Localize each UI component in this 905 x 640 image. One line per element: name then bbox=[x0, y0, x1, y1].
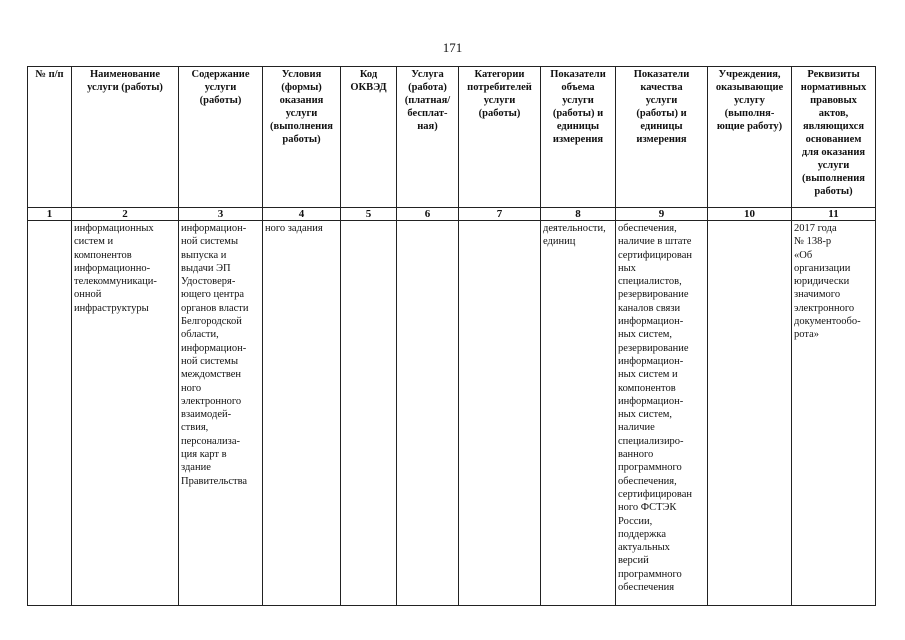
column-number: 1 bbox=[28, 208, 72, 221]
column-number: 3 bbox=[179, 208, 263, 221]
cell-conditions: ного задания bbox=[263, 221, 341, 606]
cell-volume-indicators: деятельности, единиц bbox=[541, 221, 616, 606]
cell-institutions bbox=[708, 221, 792, 606]
cell-okved-code bbox=[341, 221, 397, 606]
column-number: 9 bbox=[616, 208, 708, 221]
cell-quality-indicators: обеспечения, наличие в штате сертифицирован ных специалистов, резервирование каналов связи информацион- ных систем, резервирование информацион- ных систем и компонентов информацион- ных систем, наличие специализиро- ванного программного обеспечения, сертифицирован ного ФСТЭК России, поддержка актуальных версий программного обеспечения bbox=[616, 221, 708, 606]
header-volume-indicators: Показатели объема услуги (работы) и единицы измерения bbox=[541, 67, 616, 208]
cell-legal-acts: 2017 года № 138-р «Об организации юридически значимого электронного документообо- рота» bbox=[792, 221, 876, 606]
column-number: 6 bbox=[397, 208, 459, 221]
header-service-content: Содержание услуги (работы) bbox=[179, 67, 263, 208]
header-okved-code: Код ОКВЭД bbox=[341, 67, 397, 208]
column-number: 11 bbox=[792, 208, 876, 221]
header-institutions: Учреждения, оказывающие услугу (выполня- ющие работу) bbox=[708, 67, 792, 208]
header-number: № п/п bbox=[28, 67, 72, 208]
cell-consumer-categories bbox=[459, 221, 541, 606]
cell-number bbox=[28, 221, 72, 606]
column-number: 10 bbox=[708, 208, 792, 221]
column-number: 4 bbox=[263, 208, 341, 221]
column-number-row bbox=[28, 208, 876, 221]
header-service-name: Наименование услуги (работы) bbox=[72, 67, 179, 208]
header-conditions: Условия (формы) оказания услуги (выполнения работы) bbox=[263, 67, 341, 208]
cell-service-content: информацион- ной системы выпуска и выдачи ЭП Удостоверя- ющего центра органов власти Белгородской области, информацион- ной системы междомствен ного электронного взаимодей- ствия, персонализа- ция карт в здание Правительства bbox=[179, 221, 263, 606]
page-number: 171 bbox=[442, 40, 463, 55]
column-number: 5 bbox=[341, 208, 397, 221]
header-paid-free: Услуга (работа) (платная/ бесплат- ная) bbox=[397, 67, 459, 208]
column-number: 7 bbox=[459, 208, 541, 221]
table-row bbox=[28, 221, 876, 606]
header-consumer-categories: Категории потребителей услуги (работы) bbox=[459, 67, 541, 208]
header-row bbox=[28, 67, 876, 208]
services-table bbox=[27, 66, 876, 606]
header-legal-acts: Реквизиты нормативных правовых актов, являющихся основанием для оказания услуги (выполнения работы) bbox=[792, 67, 876, 208]
cell-paid-free bbox=[397, 221, 459, 606]
column-number: 8 bbox=[541, 208, 616, 221]
header-quality-indicators: Показатели качества услуги (работы) и единицы измерения bbox=[616, 67, 708, 208]
cell-service-name: информационных систем и компонентов информационно- телекоммуникаци- онной инфраструктуры bbox=[72, 221, 179, 606]
column-number: 2 bbox=[72, 208, 179, 221]
